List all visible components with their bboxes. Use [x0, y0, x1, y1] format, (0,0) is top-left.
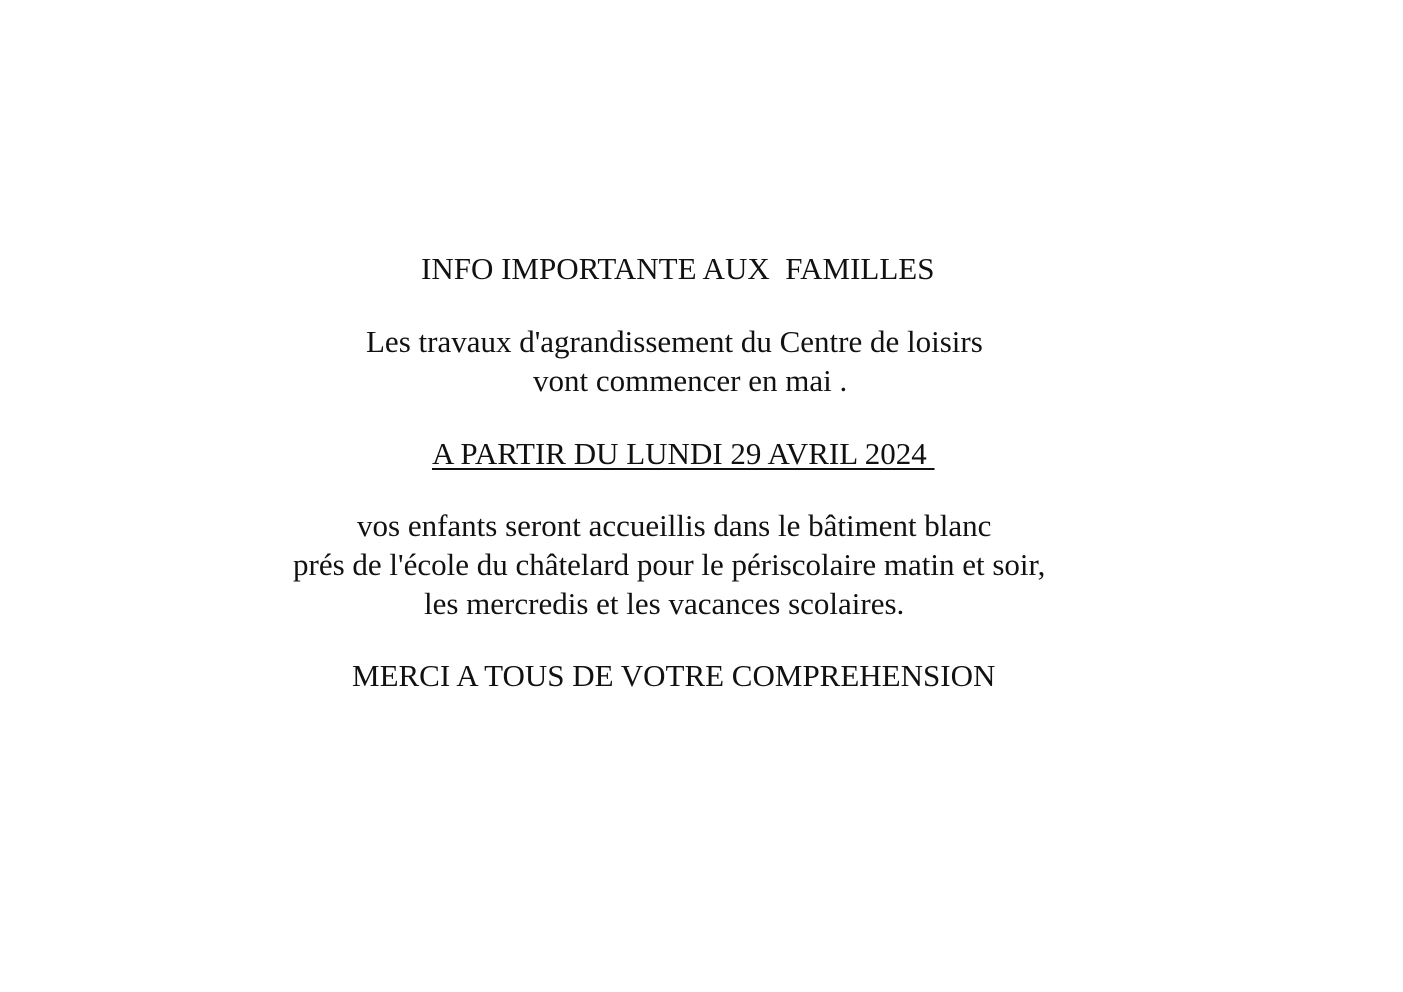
body-line-1: vos enfants seront accueillis dans le bâtiment blanc: [357, 508, 992, 543]
intro-line-2: vont commencer en mai .: [533, 363, 848, 398]
body-line-3: les mercredis et les vacances scolaires.: [424, 586, 905, 621]
notice-title: INFO IMPORTANTE AUX FAMILLES: [421, 251, 935, 286]
closing-message: MERCI A TOUS DE VOTRE COMPREHENSION: [352, 658, 996, 693]
body-line-2: prés de l'école du châtelard pour le périscolaire matin et soir,: [293, 547, 1046, 582]
date-announcement: A PARTIR DU LUNDI 29 AVRIL 2024: [432, 436, 935, 471]
intro-line-1: Les travaux d'agrandissement du Centre de loisirs: [366, 324, 983, 359]
